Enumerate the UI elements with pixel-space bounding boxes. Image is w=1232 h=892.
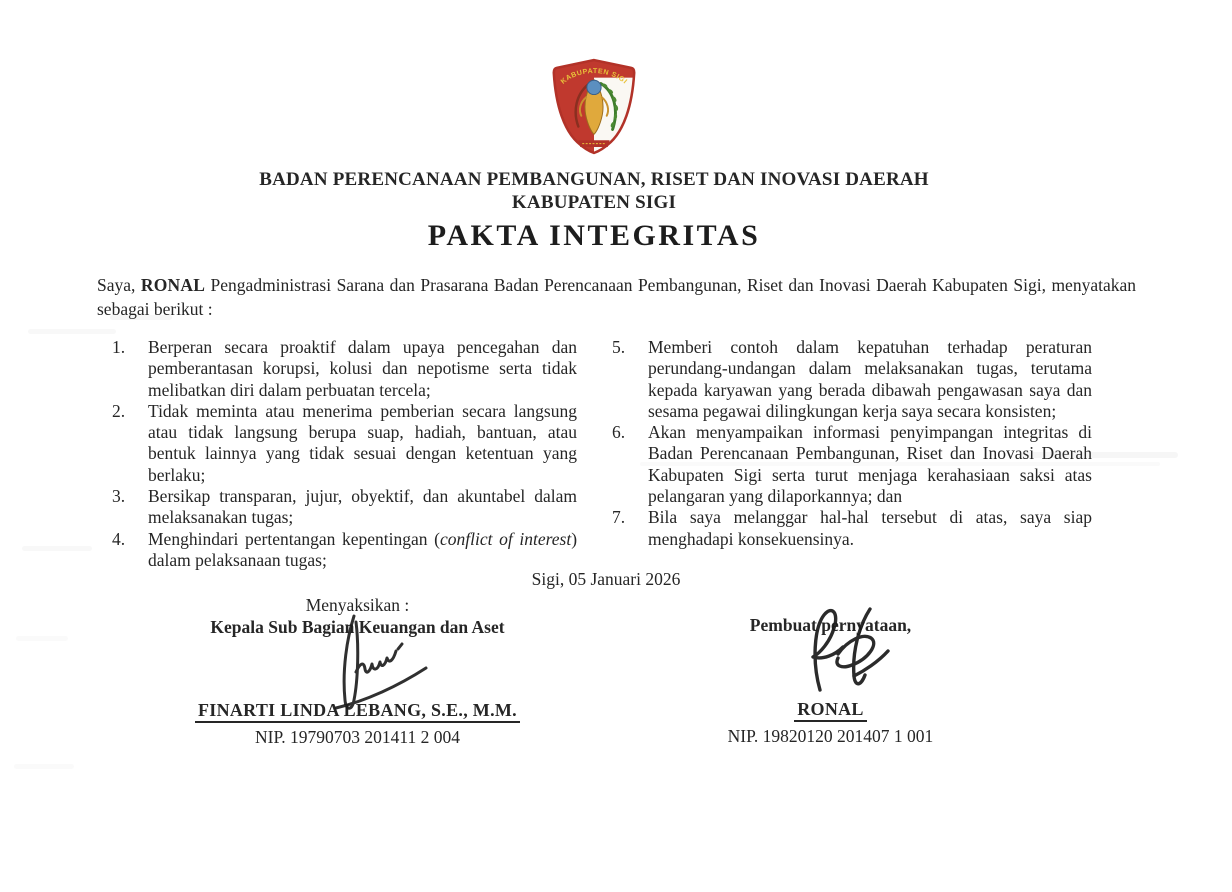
scan-smudge	[110, 315, 172, 320]
signer-role: Pembuat pernyataan,	[749, 615, 912, 635]
scan-smudge	[22, 546, 92, 551]
scan-smudge	[640, 462, 1160, 466]
scan-smudge	[14, 764, 74, 769]
org-name-line2: KABUPATEN SIGI	[511, 192, 677, 213]
witness-handwritten-signature-icon	[296, 608, 448, 724]
witness-nip: NIP. 19790703 201411 2 004	[255, 727, 460, 747]
list-item	[112, 337, 577, 401]
signer-handwritten-signature-icon	[790, 600, 910, 710]
list-item-text: Tidak meminta atau menerima pemberian secara langsung atau tidak langsung berupa suap, hadiah, bantuan, atau bentuk lainnya yang tidak sesuai dengan ketentuan yang berlaku;	[148, 400, 577, 485]
list-item-text: Menghindari pertentangan kepentingan (conflict of interest) dalam pelaksanaan tugas;	[148, 528, 578, 570]
list-item	[112, 486, 577, 529]
place-date-line: Sigi, 05 Januari 2026	[531, 569, 681, 589]
list-item-text: Bila saya melanggar hal-hal tersebut di atas, saya siap menghadapi konsekuensinya.	[648, 507, 1092, 549]
signer-nip: NIP. 19820120 201407 1 001	[727, 726, 934, 746]
intro-prefix: Saya,	[97, 275, 141, 295]
list-item-number: 6.	[612, 422, 626, 443]
list-item-number: 4.	[112, 528, 126, 549]
signer-name: RONAL	[794, 699, 867, 722]
list-item	[612, 507, 1092, 550]
scan-smudge	[1020, 452, 1178, 458]
intro-signer-name: RONAL	[140, 275, 206, 295]
list-item-number: 2.	[112, 400, 126, 421]
integrity-list-right-column	[612, 337, 1092, 550]
list-item-number: 1.	[112, 337, 126, 357]
witness-name: FINARTI LINDA LEBANG, S.E., M.M.	[195, 700, 520, 723]
kabupaten-sigi-seal-icon	[551, 56, 637, 156]
list-item	[112, 401, 577, 486]
integrity-list-left-column	[112, 337, 577, 571]
list-item-number: 7.	[612, 507, 626, 528]
list-item-number: 5.	[612, 337, 626, 357]
witness-role: Kepala Sub Bagian Keuangan dan Aset	[210, 617, 505, 637]
org-name-line1: BADAN PERENCANAAN PEMBANGUNAN, RISET DAN INOVASI DAERAH	[259, 169, 929, 190]
document-title: PAKTA INTEGRITAS	[427, 219, 761, 252]
list-item-text: Akan menyampaikan informasi penyimpangan integritas di Badan Perencanaan Pembangunan, Riset dan Inovasi Daerah Kabupaten Sigi serta turut menjaga kerahasiaan saksi atas pelangaran yang dilaporkannya; dan	[648, 422, 1092, 507]
list-item-text: Berperan secara proaktif dalam upaya pencegahan dan pemberantasan korupsi, kolusi dan nepotisme serta tidak melibatkan diri dalam perbuatan tercela;	[148, 337, 577, 400]
letterhead	[0, 168, 1188, 214]
scan-smudge	[16, 636, 68, 641]
seal-arc-label: KABUPATEN SIGI	[559, 67, 629, 86]
intro-suffix: Pengadministrasi Sarana dan Prasarana Badan Perencanaan Pembangunan, Riset dan Inovasi Daerah Kabupaten Sigi, menyatakan sebagai berikut :	[97, 275, 1136, 319]
list-item	[112, 529, 577, 572]
list-item-text: Memberi contoh dalam kepatuhan terhadap peraturan perundang-undangan dalam melaksanakan tugas, terutama kepada karyawan yang berada dibawah pengawasan saya dan sesama pegawai dilingkungan kerja saya secara konsisten;	[648, 337, 1092, 421]
scan-smudge	[28, 329, 116, 334]
list-item-number: 3.	[112, 486, 126, 507]
intro-paragraph	[97, 273, 1136, 321]
witness-heading: Menyaksikan :	[305, 595, 410, 615]
list-item-text: Bersikap transparan, jujur, obyektif, dan akuntabel dalam melaksanakan tugas;	[148, 486, 577, 528]
list-item	[612, 337, 1092, 422]
